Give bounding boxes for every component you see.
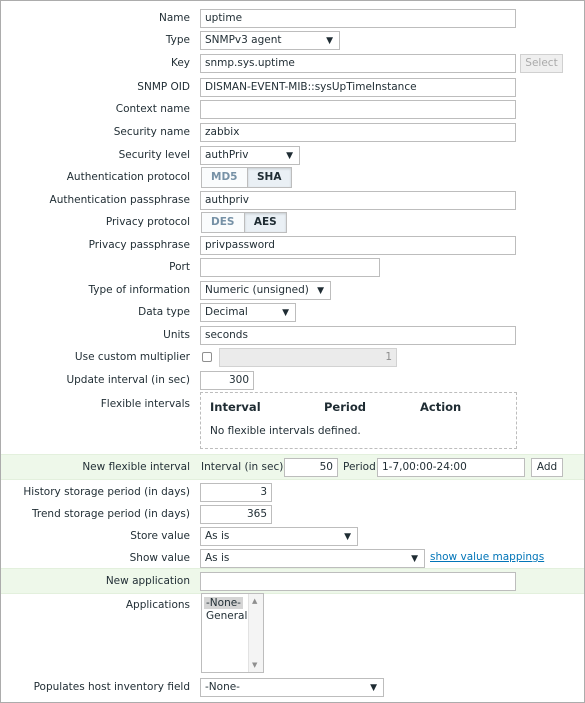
- row-show-value: [1, 549, 584, 568]
- listbox-scrollbar[interactable]: [248, 594, 263, 672]
- chevron-down-icon: ▼: [282, 308, 289, 318]
- custom-multiplier-input[interactable]: 1: [219, 348, 397, 367]
- row-new-flexible-interval: [1, 454, 584, 480]
- auth-protocol-toggle: [201, 167, 292, 188]
- name-label: Name: [159, 12, 190, 24]
- row-context-name: [1, 100, 584, 119]
- row-applications: [1, 593, 584, 673]
- period-column-header: Period: [324, 400, 366, 414]
- security-level-select[interactable]: [200, 146, 300, 165]
- security-name-label: Security name: [113, 126, 190, 138]
- row-key: [1, 54, 584, 73]
- chevron-down-icon: ▼: [370, 683, 377, 693]
- interval-in-sec-label: Interval (in sec): [201, 461, 284, 473]
- type-of-information-label: Type of information: [88, 284, 190, 296]
- period-label: Period: [343, 461, 376, 473]
- new-flexible-interval-label: New flexible interval: [82, 461, 190, 473]
- row-name: [1, 9, 584, 28]
- store-value-value: As is: [205, 530, 230, 542]
- chevron-down-icon: ▼: [411, 554, 418, 564]
- name-input[interactable]: uptime: [200, 9, 516, 28]
- row-update-interval: [1, 371, 584, 390]
- chevron-down-icon: ▼: [326, 36, 333, 46]
- application-option-none[interactable]: -None-: [206, 597, 241, 609]
- snmp-oid-input[interactable]: DISMAN-EVENT-MIB::sysUpTimeInstance: [200, 78, 516, 97]
- type-label: Type: [165, 34, 190, 46]
- trend-storage-label: Trend storage period (in days): [32, 508, 190, 520]
- row-host-inventory: [1, 678, 584, 697]
- show-value-label: Show value: [129, 552, 190, 564]
- trend-storage-input[interactable]: 365: [200, 505, 272, 524]
- flexible-intervals-empty-text: No flexible intervals defined.: [210, 425, 361, 437]
- auth-passphrase-input[interactable]: authpriv: [200, 191, 516, 210]
- row-snmp-oid: [1, 78, 584, 97]
- row-store-value: [1, 527, 584, 546]
- key-input[interactable]: snmp.sys.uptime: [200, 54, 516, 73]
- row-security-level: [1, 146, 584, 165]
- show-value-select[interactable]: [200, 549, 425, 568]
- context-name-input[interactable]: [200, 100, 516, 119]
- custom-multiplier-label: Use custom multiplier: [74, 351, 190, 363]
- store-value-label: Store value: [130, 530, 190, 542]
- host-inventory-label: Populates host inventory field: [33, 681, 190, 693]
- row-history-storage: [1, 483, 584, 502]
- port-input[interactable]: [200, 258, 380, 277]
- units-input[interactable]: seconds: [200, 326, 516, 345]
- flexible-intervals-table: [200, 392, 517, 449]
- custom-multiplier-checkbox[interactable]: [202, 352, 212, 362]
- type-of-information-select[interactable]: [200, 281, 331, 300]
- row-security-name: [1, 123, 584, 142]
- auth-md5-option[interactable]: MD5: [202, 168, 247, 187]
- update-interval-input[interactable]: 300: [200, 371, 254, 390]
- applications-listbox[interactable]: [201, 593, 264, 673]
- interval-column-header: Interval: [210, 400, 261, 414]
- row-custom-multiplier: [1, 348, 584, 367]
- row-type: [1, 31, 584, 50]
- scroll-up-icon[interactable]: ▲: [252, 597, 258, 605]
- show-value-value: As is: [205, 552, 230, 564]
- new-period-input[interactable]: 1-7,00:00-24:00: [377, 458, 525, 477]
- row-trend-storage: [1, 505, 584, 524]
- row-privacy-passphrase: [1, 236, 584, 255]
- key-label: Key: [170, 57, 190, 69]
- row-units: [1, 326, 584, 345]
- scroll-down-icon[interactable]: ▼: [252, 661, 258, 669]
- application-option-general[interactable]: General: [206, 610, 248, 622]
- data-type-label: Data type: [138, 306, 190, 318]
- row-privacy-protocol: [1, 212, 584, 233]
- security-name-input[interactable]: zabbix: [200, 123, 516, 142]
- row-data-type: [1, 303, 584, 322]
- row-type-of-information: [1, 281, 584, 300]
- flexible-intervals-label: Flexible intervals: [100, 398, 190, 410]
- privacy-des-option[interactable]: DES: [202, 213, 244, 232]
- update-interval-label: Update interval (in sec): [66, 374, 190, 386]
- snmp-oid-label: SNMP OID: [137, 81, 190, 93]
- new-interval-input[interactable]: 50: [284, 458, 338, 477]
- type-select-value: SNMPv3 agent: [205, 34, 282, 46]
- applications-label: Applications: [125, 599, 190, 611]
- add-flexible-interval-button[interactable]: Add: [531, 458, 563, 477]
- port-label: Port: [169, 261, 190, 273]
- units-label: Units: [163, 329, 190, 341]
- new-application-input[interactable]: [200, 572, 516, 591]
- privacy-aes-option[interactable]: AES: [244, 213, 287, 232]
- type-select[interactable]: [200, 31, 340, 50]
- host-inventory-value: -None-: [205, 681, 240, 693]
- select-button[interactable]: Select: [520, 54, 563, 73]
- row-auth-protocol: [1, 167, 584, 188]
- store-value-select[interactable]: [200, 527, 358, 546]
- action-column-header: Action: [420, 400, 462, 414]
- privacy-passphrase-label: Privacy passphrase: [88, 239, 190, 251]
- history-storage-input[interactable]: 3: [200, 483, 272, 502]
- security-level-label: Security level: [118, 149, 190, 161]
- privacy-protocol-label: Privacy protocol: [105, 216, 190, 228]
- chevron-down-icon: ▼: [286, 151, 293, 161]
- chevron-down-icon: ▼: [344, 532, 351, 542]
- chevron-down-icon: ▼: [317, 286, 324, 296]
- auth-passphrase-label: Authentication passphrase: [49, 194, 190, 206]
- row-port: [1, 258, 584, 277]
- show-value-mappings-link[interactable]: show value mappings: [430, 551, 545, 563]
- data-type-value: Decimal: [205, 306, 248, 318]
- privacy-passphrase-input[interactable]: privpassword: [200, 236, 516, 255]
- privacy-protocol-toggle: [201, 212, 287, 233]
- auth-sha-option[interactable]: SHA: [247, 168, 292, 187]
- security-level-value: authPriv: [205, 149, 249, 161]
- data-type-select[interactable]: [200, 303, 296, 322]
- host-inventory-select[interactable]: [200, 678, 384, 697]
- new-application-label: New application: [105, 575, 190, 587]
- type-of-information-value: Numeric (unsigned): [205, 284, 309, 296]
- context-name-label: Context name: [115, 103, 190, 115]
- row-auth-passphrase: [1, 191, 584, 210]
- history-storage-label: History storage period (in days): [23, 486, 190, 498]
- row-new-application: [1, 568, 584, 594]
- auth-protocol-label: Authentication protocol: [66, 171, 190, 183]
- row-flexible-intervals: [1, 392, 584, 450]
